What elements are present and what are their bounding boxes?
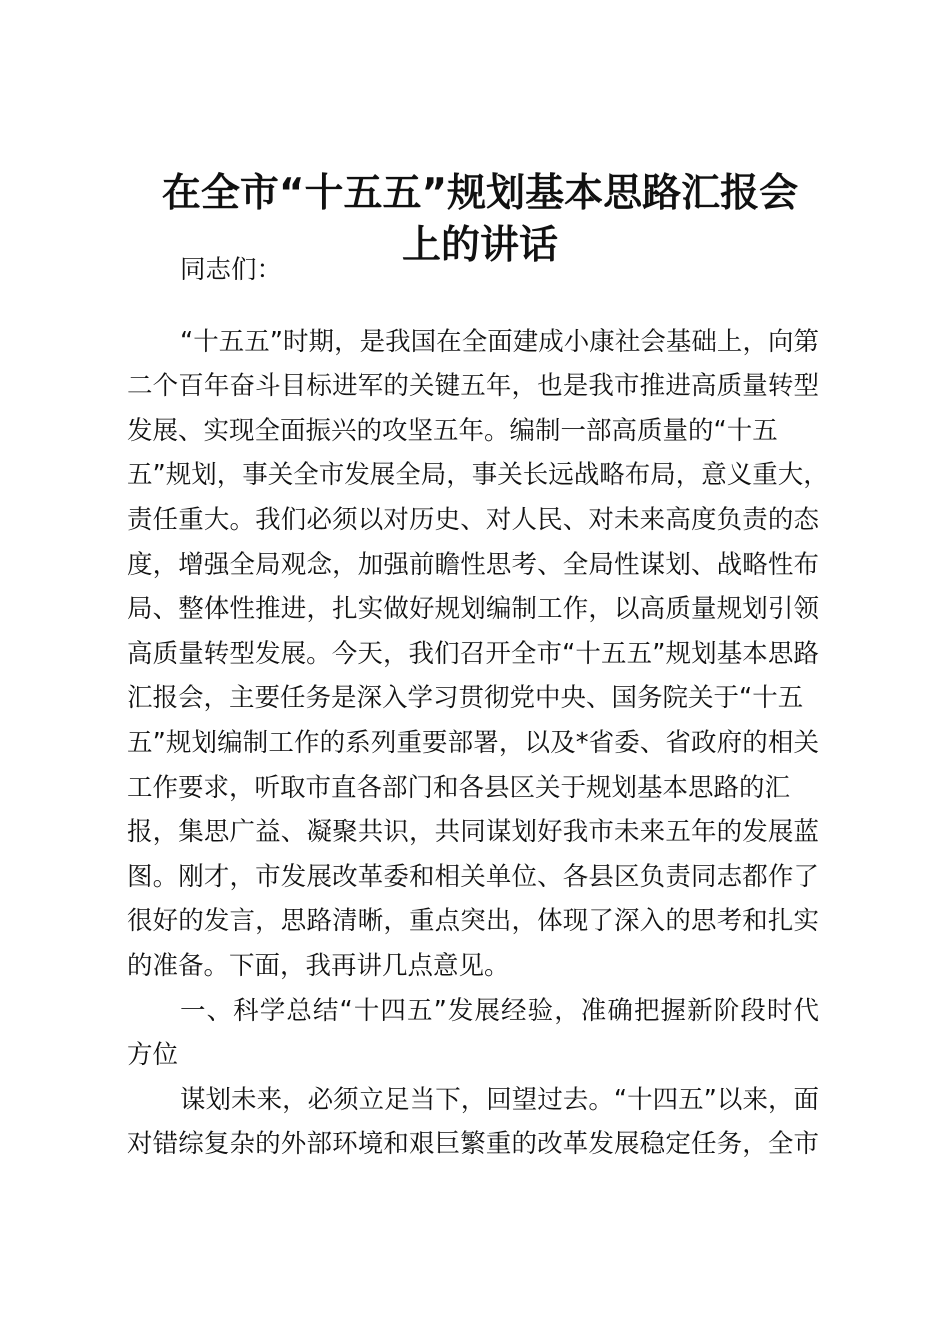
text-line: 谋划未来，必须立足当下，回望过去。“十四五”以来，面 xyxy=(180,1084,819,1115)
text-line: 五”规划编制工作的系列重要部署，以及*省委、省政府的相关 xyxy=(127,727,819,758)
document-body xyxy=(127,248,829,1167)
text-line: 责任重大。我们必须以对历史、对人民、对未来高度负责的态 xyxy=(127,504,819,535)
heading-line: 方位 xyxy=(127,1040,179,1071)
text-line: 对错综复杂的外部环境和艰巨繁重的改革发展稳定任务，全市 xyxy=(127,1129,819,1160)
text-line: 度，增强全局观念，加强前瞻性思考、全局性谋划、战略性布 xyxy=(127,549,819,580)
text-line: 工作要求，听取市直各部门和各县区关于规划基本思路的汇 xyxy=(127,772,791,803)
text-line: 二个百年奋斗目标进军的关键五年，也是我市推进高质量转型 xyxy=(127,371,819,402)
text-line: 五”规划，事关全市发展全局，事关长远战略布局，意义重大， xyxy=(127,460,829,491)
text-line: 很好的发言，思路清晰，重点突出，体现了深入的思考和扎实 xyxy=(127,906,819,937)
text-line: 发展、实现全面振兴的攻坚五年。编制一部高质量的“十五 xyxy=(127,415,778,446)
section-heading-1 xyxy=(127,989,819,1078)
text-line: “十五五”时期，是我国在全面建成小康社会基础上，向第 xyxy=(180,326,819,357)
document-title-line-1: 在全市“十五五”规划基本思路汇报会 xyxy=(161,171,799,216)
heading-line: 一、科学总结“十四五”发展经验，准确把握新阶段时代 xyxy=(180,995,819,1026)
salutation: 同志们： xyxy=(180,255,283,285)
document-title-line-2: 上的讲话 xyxy=(401,223,558,268)
paragraph-intro xyxy=(127,320,829,989)
text-line: 局、整体性推进，扎实做好规划编制工作，以高质量规划引领 xyxy=(127,594,819,625)
text-line: 汇报会，主要任务是深入学习贯彻党中央、国务院关于“十五 xyxy=(127,683,804,714)
text-line: 图。刚才，市发展改革委和相关单位、各县区负责同志都作了 xyxy=(127,861,819,892)
text-line: 报，集思广益、凝聚共识，共同谋划好我市未来五年的发展蓝 xyxy=(127,817,819,848)
paragraph-section-1 xyxy=(127,1078,819,1167)
text-line: 高质量转型发展。今天，我们召开全市“十五五”规划基本思路 xyxy=(127,638,819,669)
text-line: 的准备。下面，我再讲几点意见。 xyxy=(127,950,510,981)
